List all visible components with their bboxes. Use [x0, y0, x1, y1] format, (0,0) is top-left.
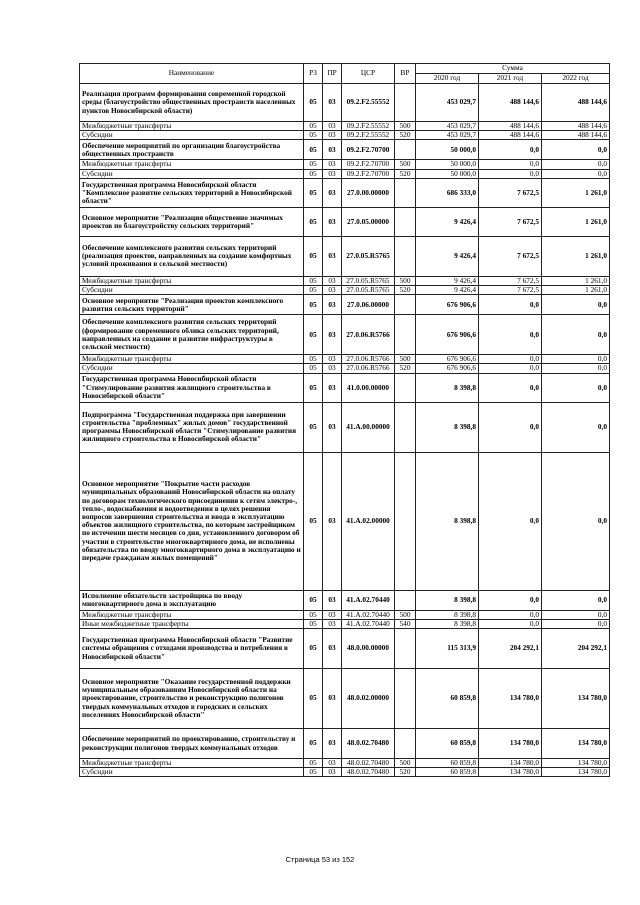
cell-rz: 05 [304, 402, 323, 452]
cell-2021: 0,0 [479, 140, 542, 160]
cell-2021: 0,0 [479, 610, 542, 619]
cell-name: Обеспечение мероприятий по проектированию, строительству и реконструкции полигонов твердых коммунальных отходов [80, 729, 304, 759]
cell-pr: 03 [323, 590, 342, 610]
table-row [80, 286, 610, 295]
cell-2020: 8 398,8 [416, 452, 479, 590]
cell-rz: 05 [304, 669, 323, 729]
cell-2020: 676 906,6 [416, 295, 479, 315]
cell-csr: 41.А.02.70440 [342, 619, 395, 628]
cell-name: Субсидии [80, 169, 304, 178]
cell-vr: 500 [395, 122, 416, 131]
cell-vr [395, 669, 416, 729]
cell-rz: 05 [304, 140, 323, 160]
cell-rz: 05 [304, 160, 323, 169]
cell-rz: 05 [304, 373, 323, 402]
cell-2020: 9 426,4 [416, 286, 479, 295]
table-row [80, 140, 610, 160]
table-row [80, 236, 610, 276]
cell-2022: 1 261,0 [542, 207, 610, 236]
cell-2020: 8 398,8 [416, 619, 479, 628]
cell-csr: 27.0.05.R5765 [342, 286, 395, 295]
cell-2022: 0,0 [542, 590, 610, 610]
table-row [80, 619, 610, 628]
cell-2021: 0,0 [479, 452, 542, 590]
cell-csr: 41.А.02.00000 [342, 452, 395, 590]
table-row [80, 364, 610, 373]
cell-pr: 03 [323, 768, 342, 777]
cell-pr: 03 [323, 364, 342, 373]
cell-2022: 0,0 [542, 373, 610, 402]
cell-vr: 520 [395, 364, 416, 373]
cell-2020: 686 333,0 [416, 178, 479, 207]
cell-vr [395, 729, 416, 759]
cell-name: Межбюджетные трансферты [80, 122, 304, 131]
cell-vr [395, 295, 416, 315]
cell-2021: 204 292,1 [479, 629, 542, 669]
cell-2021: 7 672,5 [479, 236, 542, 276]
cell-pr: 03 [323, 610, 342, 619]
cell-rz: 05 [304, 169, 323, 178]
cell-2020: 8 398,8 [416, 590, 479, 610]
table-row [80, 729, 610, 759]
cell-name: Межбюджетные трансферты [80, 610, 304, 619]
cell-2020: 60 859,8 [416, 729, 479, 759]
cell-2022: 488 144,6 [542, 84, 610, 122]
cell-2022: 1 261,0 [542, 178, 610, 207]
cell-pr: 03 [323, 122, 342, 131]
cell-2020: 115 313,9 [416, 629, 479, 669]
cell-vr [395, 140, 416, 160]
cell-vr [395, 236, 416, 276]
cell-pr: 03 [323, 729, 342, 759]
cell-vr: 500 [395, 759, 416, 768]
cell-rz: 05 [304, 590, 323, 610]
table-row [80, 315, 610, 355]
cell-2020: 60 859,8 [416, 768, 479, 777]
cell-pr: 03 [323, 236, 342, 276]
header-pr: ПР [323, 64, 342, 84]
budget-table [79, 63, 610, 777]
page-number: Страница 53 из 152 [285, 855, 355, 864]
cell-name: Исполнение обязательств застройщика по вводу многоквартирного дома в эксплуатацию [80, 590, 304, 610]
cell-name: Субсидии [80, 286, 304, 295]
cell-2020: 8 398,8 [416, 402, 479, 452]
cell-2022: 0,0 [542, 402, 610, 452]
cell-2020: 60 859,8 [416, 669, 479, 729]
cell-csr: 27.0.06.R5766 [342, 315, 395, 355]
table-body [80, 84, 610, 777]
cell-2020: 453 029,7 [416, 122, 479, 131]
table-row [80, 768, 610, 777]
cell-vr [395, 373, 416, 402]
cell-name: Основное мероприятие "Покрытие части расходов муниципальных образований Новосибирской области на оплату по договорам технологического присоединения к сетям электро-, тепло-, водоснабжения и водоотведения в целях решения вопросов завершения строительства и ввода в эксплуатацию объектов жилищного строительства, по которым застройщиком по истечении шести месяцев со дня, установленного договором об участии в строительстве многоквартирного дома, не исполнены обязательства по вводу многоквартирного дома в эксплуатацию и передаче гражданам жилых помещений" [80, 452, 304, 590]
cell-rz: 05 [304, 276, 323, 285]
cell-pr: 03 [323, 160, 342, 169]
cell-vr [395, 178, 416, 207]
cell-pr: 03 [323, 619, 342, 628]
cell-2021: 7 672,5 [479, 276, 542, 285]
cell-vr [395, 590, 416, 610]
cell-2021: 7 672,5 [479, 286, 542, 295]
table-row [80, 452, 610, 590]
cell-name: Субсидии [80, 131, 304, 140]
cell-2022: 134 780,0 [542, 768, 610, 777]
cell-name: Основное мероприятие "Оказание государственной поддержки муниципальным образованиям Новосибирской области на проектирование, строительство и реконструкцию полигонов твердых коммунальных отходов в городских и сельских поселениях Новосибирской области" [80, 669, 304, 729]
cell-2020: 676 906,6 [416, 315, 479, 355]
cell-2021: 134 780,0 [479, 759, 542, 768]
cell-2021: 134 780,0 [479, 729, 542, 759]
cell-2022: 0,0 [542, 364, 610, 373]
cell-name: Основное мероприятие "Реализация общественно значимых проектов по благоустройству сельских территорий" [80, 207, 304, 236]
cell-2020: 9 426,4 [416, 236, 479, 276]
cell-2021: 134 780,0 [479, 768, 542, 777]
cell-pr: 03 [323, 669, 342, 729]
cell-csr: 48.0.02.00000 [342, 669, 395, 729]
header-csr: ЦСР [342, 64, 395, 84]
cell-pr: 03 [323, 131, 342, 140]
header-name: Наименование [80, 64, 304, 84]
cell-name: Основное мероприятие "Реализация проектов комплексного развития сельских территорий" [80, 295, 304, 315]
table-row [80, 84, 610, 122]
cell-vr: 540 [395, 619, 416, 628]
cell-csr: 48.0.02.70480 [342, 768, 395, 777]
table-row [80, 169, 610, 178]
cell-rz: 05 [304, 178, 323, 207]
cell-2022: 204 292,1 [542, 629, 610, 669]
cell-rz: 05 [304, 729, 323, 759]
cell-csr: 27.0.06.00000 [342, 295, 395, 315]
cell-2020: 50 000,0 [416, 160, 479, 169]
header-year-2022: 2022 год [542, 74, 610, 84]
table-row [80, 610, 610, 619]
cell-rz: 05 [304, 610, 323, 619]
cell-rz: 05 [304, 629, 323, 669]
table-row [80, 122, 610, 131]
cell-name: Иные межбюджетные трансферты [80, 619, 304, 628]
cell-pr: 03 [323, 140, 342, 160]
cell-csr: 27.0.05.00000 [342, 207, 395, 236]
cell-name: Межбюджетные трансферты [80, 355, 304, 364]
cell-pr: 03 [323, 295, 342, 315]
cell-2020: 50 000,0 [416, 140, 479, 160]
cell-2020: 453 029,7 [416, 131, 479, 140]
cell-name: Субсидии [80, 768, 304, 777]
cell-2022: 0,0 [542, 315, 610, 355]
cell-csr: 41.А.02.70440 [342, 610, 395, 619]
cell-vr [395, 207, 416, 236]
cell-2022: 134 780,0 [542, 729, 610, 759]
cell-2021: 488 144,6 [479, 131, 542, 140]
cell-csr: 48.0.00.00000 [342, 629, 395, 669]
cell-2021: 0,0 [479, 364, 542, 373]
cell-2022: 1 261,0 [542, 236, 610, 276]
cell-2022: 0,0 [542, 452, 610, 590]
cell-rz: 05 [304, 295, 323, 315]
cell-csr: 09.2.F2.55552 [342, 84, 395, 122]
table-row [80, 629, 610, 669]
cell-rz: 05 [304, 236, 323, 276]
cell-csr: 27.0.06.R5766 [342, 364, 395, 373]
table-row [80, 759, 610, 768]
cell-2022: 488 144,6 [542, 131, 610, 140]
cell-2020: 8 398,8 [416, 373, 479, 402]
table-row [80, 373, 610, 402]
cell-vr: 500 [395, 355, 416, 364]
cell-2021: 7 672,5 [479, 207, 542, 236]
cell-rz: 05 [304, 364, 323, 373]
cell-pr: 03 [323, 373, 342, 402]
cell-pr: 03 [323, 276, 342, 285]
table-row [80, 207, 610, 236]
cell-pr: 03 [323, 402, 342, 452]
cell-2022: 1 261,0 [542, 276, 610, 285]
header-sum: Сумма [416, 64, 610, 74]
cell-2021: 0,0 [479, 590, 542, 610]
cell-rz: 05 [304, 768, 323, 777]
cell-name: Государственная программа Новосибирской области "Стимулирование развития жилищного строительства в Новосибирской области" [80, 373, 304, 402]
cell-pr: 03 [323, 169, 342, 178]
cell-rz: 05 [304, 452, 323, 590]
cell-rz: 05 [304, 286, 323, 295]
cell-rz: 05 [304, 122, 323, 131]
cell-2021: 488 144,6 [479, 84, 542, 122]
cell-csr: 09.2.F2.70700 [342, 140, 395, 160]
cell-csr: 48.0.02.70480 [342, 729, 395, 759]
cell-csr: 27.0.06.R5766 [342, 355, 395, 364]
cell-vr: 520 [395, 286, 416, 295]
cell-2022: 134 780,0 [542, 669, 610, 729]
cell-rz: 05 [304, 131, 323, 140]
cell-csr: 48.0.02.70480 [342, 759, 395, 768]
cell-2022: 0,0 [542, 169, 610, 178]
cell-2021: 0,0 [479, 315, 542, 355]
cell-pr: 03 [323, 452, 342, 590]
cell-csr: 09.2.F2.55552 [342, 131, 395, 140]
cell-2022: 1 261,0 [542, 286, 610, 295]
header-year-2020: 2020 год [416, 74, 479, 84]
cell-name: Обеспечение мероприятий по организации благоустройства общественных пространств [80, 140, 304, 160]
cell-2020: 8 398,8 [416, 610, 479, 619]
cell-2022: 0,0 [542, 295, 610, 315]
cell-2020: 9 426,4 [416, 207, 479, 236]
cell-pr: 03 [323, 286, 342, 295]
cell-vr: 500 [395, 160, 416, 169]
table-row [80, 276, 610, 285]
cell-rz: 05 [304, 207, 323, 236]
cell-2022: 0,0 [542, 355, 610, 364]
cell-csr: 41.А.00.00000 [342, 402, 395, 452]
cell-2020: 9 426,4 [416, 276, 479, 285]
cell-2022: 0,0 [542, 140, 610, 160]
cell-vr: 500 [395, 610, 416, 619]
cell-rz: 05 [304, 84, 323, 122]
cell-2020: 676 906,6 [416, 364, 479, 373]
cell-vr: 500 [395, 276, 416, 285]
cell-rz: 05 [304, 315, 323, 355]
cell-2020: 453 029,7 [416, 84, 479, 122]
cell-2021: 7 672,5 [479, 178, 542, 207]
cell-csr: 41.0.00.00000 [342, 373, 395, 402]
cell-name: Подпрограмма "Государственная поддержка при завершении строительства "проблемных" жилых домов" государственной программы Новосибирской области "Стимулирование развития жилищного строительства в Новосибирской области" [80, 402, 304, 452]
cell-2021: 0,0 [479, 619, 542, 628]
cell-name: Реализация программ формирования современной городской среды (благоустройство общественных пространств населенных пунктов Новосибирской области) [80, 84, 304, 122]
cell-2020: 60 859,8 [416, 759, 479, 768]
cell-csr: 27.0.05.R5765 [342, 236, 395, 276]
cell-name: Государственная программа Новосибирской области "Комплексное развитие сельских территорий в Новосибирской области" [80, 178, 304, 207]
cell-pr: 03 [323, 207, 342, 236]
cell-vr: 520 [395, 768, 416, 777]
cell-2021: 0,0 [479, 355, 542, 364]
cell-2022: 134 780,0 [542, 759, 610, 768]
cell-2021: 0,0 [479, 169, 542, 178]
table-row [80, 402, 610, 452]
cell-rz: 05 [304, 759, 323, 768]
cell-pr: 03 [323, 84, 342, 122]
cell-csr: 09.2.F2.70700 [342, 169, 395, 178]
cell-vr [395, 629, 416, 669]
cell-csr: 27.0.05.R5765 [342, 276, 395, 285]
cell-2021: 0,0 [479, 402, 542, 452]
cell-2020: 676 906,6 [416, 355, 479, 364]
cell-pr: 03 [323, 759, 342, 768]
cell-name: Обеспечение комплексного развития сельских территорий (реализация проектов, направленных на создание комфортных условий проживания в сельской местности) [80, 236, 304, 276]
table-row [80, 131, 610, 140]
header-rz: РЗ [304, 64, 323, 84]
cell-2021: 0,0 [479, 160, 542, 169]
cell-2022: 0,0 [542, 160, 610, 169]
cell-pr: 03 [323, 315, 342, 355]
cell-vr [395, 315, 416, 355]
cell-2020: 50 000,0 [416, 169, 479, 178]
table-row [80, 178, 610, 207]
table-row [80, 295, 610, 315]
table-row [80, 160, 610, 169]
cell-name: Субсидии [80, 364, 304, 373]
cell-vr [395, 402, 416, 452]
cell-rz: 05 [304, 619, 323, 628]
cell-vr [395, 84, 416, 122]
cell-name: Государственная программа Новосибирской области "Развитие системы обращения с отходами производства и потребления в Новосибирской области" [80, 629, 304, 669]
cell-pr: 03 [323, 355, 342, 364]
cell-name: Межбюджетные трансферты [80, 160, 304, 169]
cell-rz: 05 [304, 355, 323, 364]
cell-csr: 41.А.02.70440 [342, 590, 395, 610]
cell-csr: 09.2.F2.70700 [342, 160, 395, 169]
cell-csr: 09.2.F2.55552 [342, 122, 395, 131]
cell-2021: 0,0 [479, 373, 542, 402]
cell-2022: 0,0 [542, 619, 610, 628]
cell-vr: 520 [395, 169, 416, 178]
cell-pr: 03 [323, 178, 342, 207]
header-year-2021: 2021 год [479, 74, 542, 84]
cell-csr: 27.0.00.00000 [342, 178, 395, 207]
cell-pr: 03 [323, 629, 342, 669]
table-row [80, 590, 610, 610]
cell-2021: 488 144,6 [479, 122, 542, 131]
cell-vr: 520 [395, 131, 416, 140]
table-row [80, 355, 610, 364]
header-vr: ВР [395, 64, 416, 84]
cell-2022: 0,0 [542, 610, 610, 619]
cell-name: Обеспечение комплексного развития сельских территорий (формирование современного облика сельских территорий, направленных на создание и развитие инфраструктуры в сельской местности) [80, 315, 304, 355]
cell-2021: 0,0 [479, 295, 542, 315]
cell-name: Межбюджетные трансферты [80, 276, 304, 285]
cell-2021: 134 780,0 [479, 669, 542, 729]
cell-vr [395, 452, 416, 590]
cell-name: Межбюджетные трансферты [80, 759, 304, 768]
table-row [80, 669, 610, 729]
cell-2022: 488 144,6 [542, 122, 610, 131]
